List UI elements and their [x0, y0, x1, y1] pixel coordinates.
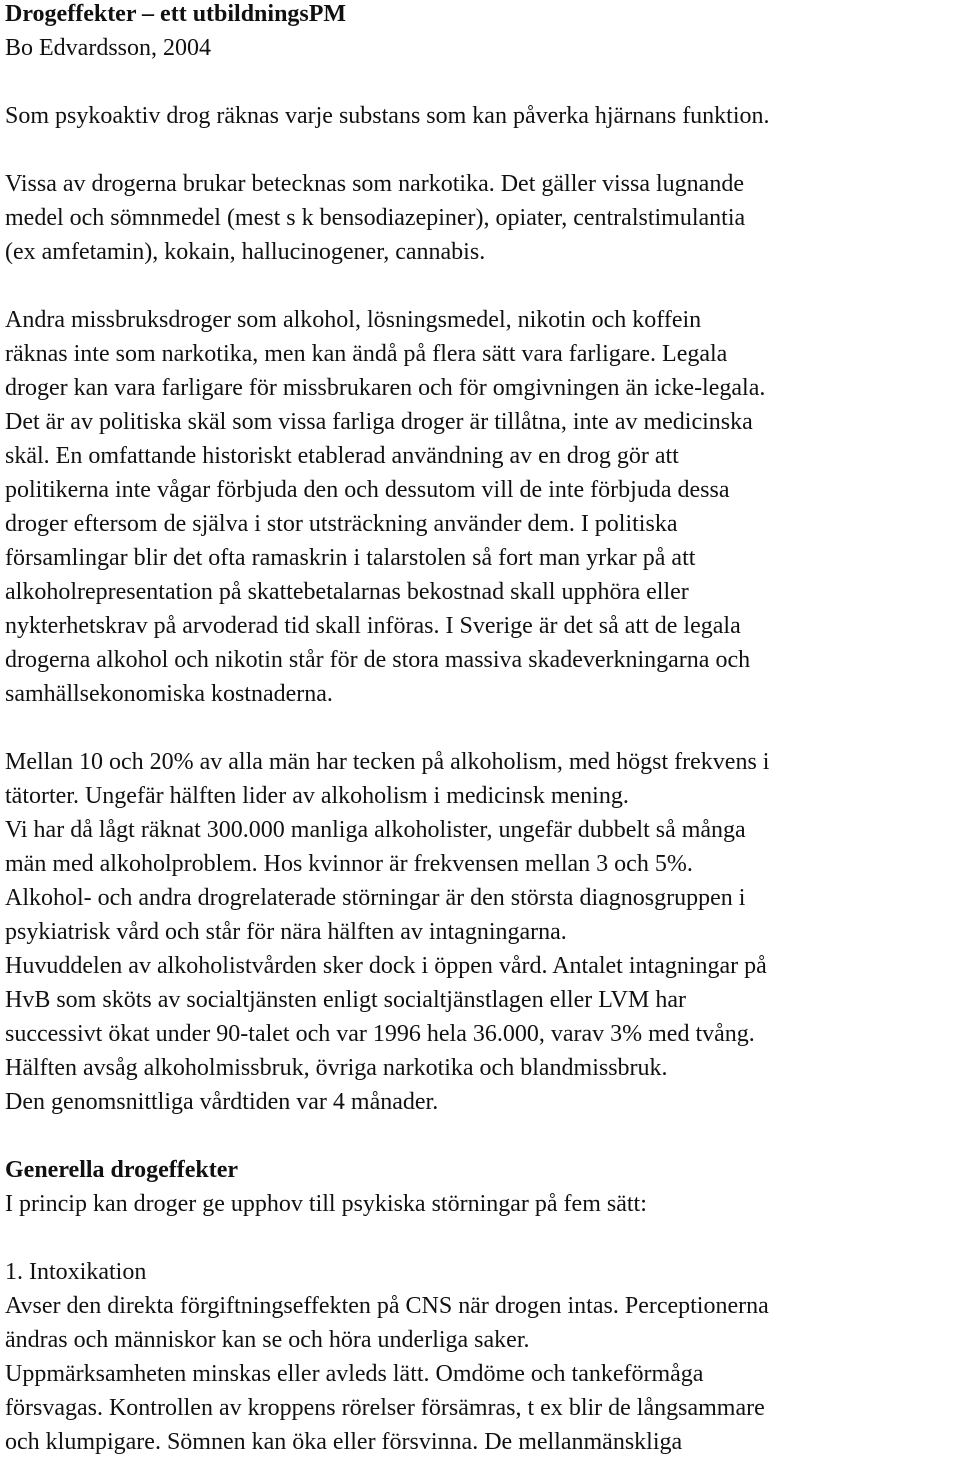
item-intoxication: [5, 1255, 957, 1459]
paragraph-gap: [5, 1119, 957, 1153]
text-line: HvB som sköts av socialtjänsten enligt socialtjänstlagen eller LVM har: [5, 987, 686, 1013]
text-line: psykiatrisk vård och står för nära hälften av intagningarna.: [5, 919, 567, 945]
text-line: räknas inte som narkotika, men kan ändå på flera sätt vara farligare. Legala: [5, 341, 728, 367]
text-line: Alkohol- och andra drogrelaterade störningar är den största diagnosgruppen i: [5, 885, 746, 911]
text-line: församlingar blir det ofta ramaskrin i talarstolen så fort man yrkar på att: [5, 545, 696, 571]
text-line: Det är av politiska skäl som vissa farliga droger är tillåtna, inte av medicinska: [5, 409, 753, 435]
text-line: ändras och människor kan se och höra underliga saker.: [5, 1327, 530, 1353]
paragraph-gap: [5, 65, 957, 99]
text-line: Den genomsnittliga vårdtiden var 4 månader.: [5, 1089, 439, 1115]
section-heading: Generella drogeffekter: [5, 1157, 239, 1183]
text-line: medel och sömnmedel (mest s k bensodiazepiner), opiater, centralstimulantia: [5, 205, 746, 231]
text-line: (ex amfetamin), kokain, hallucinogener, cannabis.: [5, 239, 486, 265]
paragraph-gap: [5, 269, 957, 303]
text-line: samhällsekonomiska kostnaderna.: [5, 681, 333, 707]
text-line: successivt ökat under 90-talet och var 1996 hela 36.000, varav 3% med tvång.: [5, 1021, 755, 1047]
text-line: Vi har då lågt räknat 300.000 manliga alkoholister, ungefär dubbelt så många: [5, 817, 746, 843]
paragraph-narcotics: [5, 167, 957, 269]
document-page: [5, 0, 957, 1459]
text-line: Vissa av drogerna brukar betecknas som narkotika. Det gäller vissa lugnande: [5, 171, 744, 197]
text-line: Andra missbruksdroger som alkohol, lösningsmedel, nikotin och koffein: [5, 307, 702, 333]
text-line: Avser den direkta förgiftningseffekten på CNS när drogen intas. Perceptionerna: [5, 1293, 769, 1319]
text-line: män med alkoholproblem. Hos kvinnor är frekvensen mellan 3 och 5%.: [5, 851, 693, 877]
text-line: droger eftersom de själva i stor utsträckning använder dem. I politiska: [5, 511, 678, 537]
section-intro: I princip kan droger ge upphov till psykiska störningar på fem sätt:: [5, 1191, 647, 1217]
text-line: Mellan 10 och 20% av alla män har tecken på alkoholism, med högst frekvens i: [5, 749, 770, 775]
document-title: Drogeffekter – ett utbildningsPM: [5, 1, 347, 27]
item-heading: 1. Intoxikation: [5, 1259, 147, 1285]
text-line: Uppmärksamheten minskas eller avleds lätt. Omdöme och tankeförmåga: [5, 1361, 704, 1387]
paragraph-legal-drugs: [5, 303, 957, 711]
text-line: och klumpigare. Sömnen kan öka eller försvinna. De mellanmänskliga: [5, 1429, 683, 1455]
text-line: försvagas. Kontrollen av kroppens rörelser försämras, t ex blir de långsammare: [5, 1395, 765, 1421]
text-line: Som psykoaktiv drog räknas varje substans som kan påverka hjärnans funktion.: [5, 103, 770, 129]
paragraph-definition: [5, 99, 957, 133]
text-line: nykterhetskrav på arvoderad tid skall införas. I Sverige är det så att de legala: [5, 613, 741, 639]
text-line: tätorter. Ungefär hälften lider av alkoholism i medicinsk mening.: [5, 783, 629, 809]
text-line: skäl. En omfattande historiskt etablerad användning av en drog gör att: [5, 443, 679, 469]
paragraph-gap: [5, 711, 957, 745]
paragraph-alcoholism-stats: [5, 745, 957, 1119]
text-line: Hälften avsåg alkoholmissbruk, övriga narkotika och blandmissbruk.: [5, 1055, 668, 1081]
document-author: Bo Edvardsson, 2004: [5, 35, 211, 61]
text-line: droger kan vara farligare för missbrukaren och för omgivningen än icke-legala.: [5, 375, 766, 401]
text-line: drogerna alkohol och nikotin står för de stora massiva skadeverkningarna och: [5, 647, 751, 673]
text-line: alkoholrepresentation på skattebetalarnas bekostnad skall upphöra eller: [5, 579, 689, 605]
text-line: politikerna inte vågar förbjuda den och dessutom vill de inte förbjuda dessa: [5, 477, 730, 503]
paragraph-gap: [5, 133, 957, 167]
paragraph-gap: [5, 1221, 957, 1255]
text-line: Huvuddelen av alkoholistvården sker dock i öppen vård. Antalet intagningar på: [5, 953, 767, 979]
section-general-effects: [5, 1153, 957, 1221]
